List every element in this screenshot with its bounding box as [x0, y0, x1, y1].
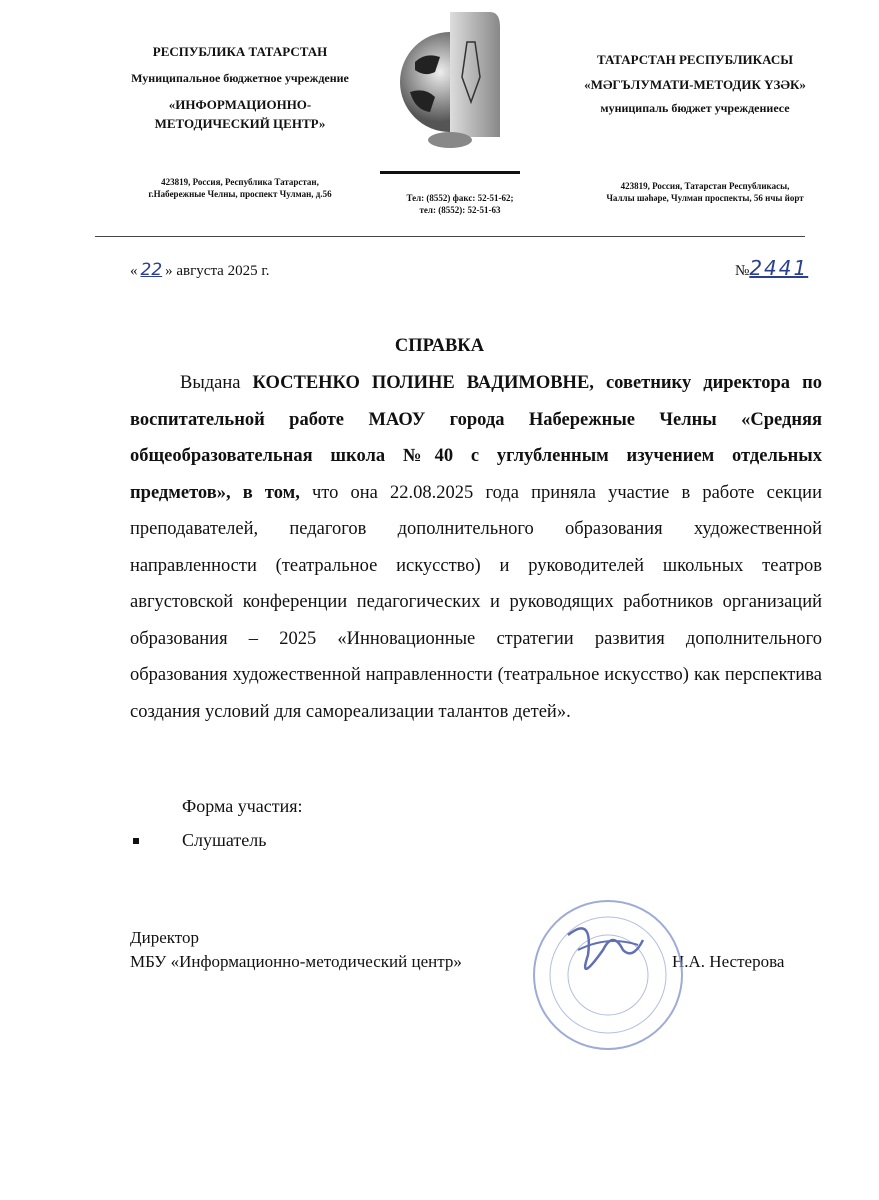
- right-header-institution: муниципаль бюджет учреждениесе: [600, 101, 790, 115]
- signer-name: Н.А. Нестерова: [672, 952, 785, 971]
- signer-title: Директор: [130, 928, 199, 947]
- body-text: что она 22.08.2025 года приняла участие в работе секции преподавателей, педагогов дополнительного образования художественной направленности (театральное искусство) и руководителей школьных театров августовской конференции педагогических и руководящих работников организаций образования – 2025 «Инновационные стратегии развития дополнительного образования художественной направленности (театральное искусство) как перспектива создания условий для самореализации талантов детей».: [130, 482, 822, 722]
- header-center-rule: [380, 171, 520, 174]
- document-number: [735, 256, 808, 280]
- body-recipient: КОСТЕНКО ПОЛИНЕ ВАДИМОВНЕ, советнику директора по воспитательной работе МАОУ города Набережные Челны «Средняя общеобразовательная школа №40 с углубленным изучением отдельных предметов», в том,: [130, 373, 822, 503]
- participation-label: Форма участия:: [182, 796, 303, 816]
- certificate-body: [130, 365, 822, 730]
- participation-form: Слушатель: [182, 830, 267, 850]
- number-sign: №: [735, 263, 750, 279]
- header-divider: [95, 236, 805, 237]
- document-date: [130, 260, 270, 280]
- center-phones: [380, 192, 540, 216]
- left-address-line2: г.Набережные Челны, проспект Чулман, д.56: [148, 189, 332, 199]
- phone-line2: тел: (8552): 52-51-63: [419, 205, 501, 215]
- left-header-republic: РЕСПУБЛИКА ТАТАРСТАН: [152, 44, 328, 59]
- date-quote-close: »: [165, 263, 173, 279]
- date-quote-open: «: [130, 263, 138, 279]
- body-issued-to: Выдана: [180, 373, 253, 393]
- date-day: 22: [140, 260, 163, 280]
- number-value: 2441: [749, 256, 809, 280]
- right-header-name: «МӘГЪЛУМАТИ-МЕТОДИК ҮЗӘК»: [584, 77, 806, 92]
- right-address-line2: Чаллы шәһәре, Чулман проспекты, 56 нчы йорт: [606, 193, 804, 203]
- left-address-line1: 423819, Россия, Республика Татарстан,: [161, 177, 319, 187]
- signer-organization: МБУ «Информационно-методический центр»: [130, 952, 462, 971]
- right-address: [570, 180, 840, 204]
- left-header-name1: «ИНФОРМАЦИОННО-: [168, 97, 312, 112]
- organization-logo: [395, 12, 505, 152]
- left-header-institution: Муниципальное бюджетное учреждение: [131, 71, 349, 85]
- document-title: СПРАВКА: [394, 336, 485, 356]
- right-address-line1: 423819, Россия, Татарстан Республикасы,: [620, 181, 790, 191]
- official-stamp: [528, 895, 688, 1055]
- right-header-republic: ТАТАРСТАН РЕСПУБЛИКАСЫ: [597, 52, 793, 67]
- left-header-name2: МЕТОДИЧЕСКИЙ ЦЕНТР»: [154, 116, 326, 131]
- phone-line1: Тел: (8552) факс: 52-51-62;: [406, 193, 514, 203]
- date-month-year: августа 2025 г.: [172, 263, 270, 279]
- left-address: [100, 176, 380, 200]
- bullet-icon: [133, 838, 139, 844]
